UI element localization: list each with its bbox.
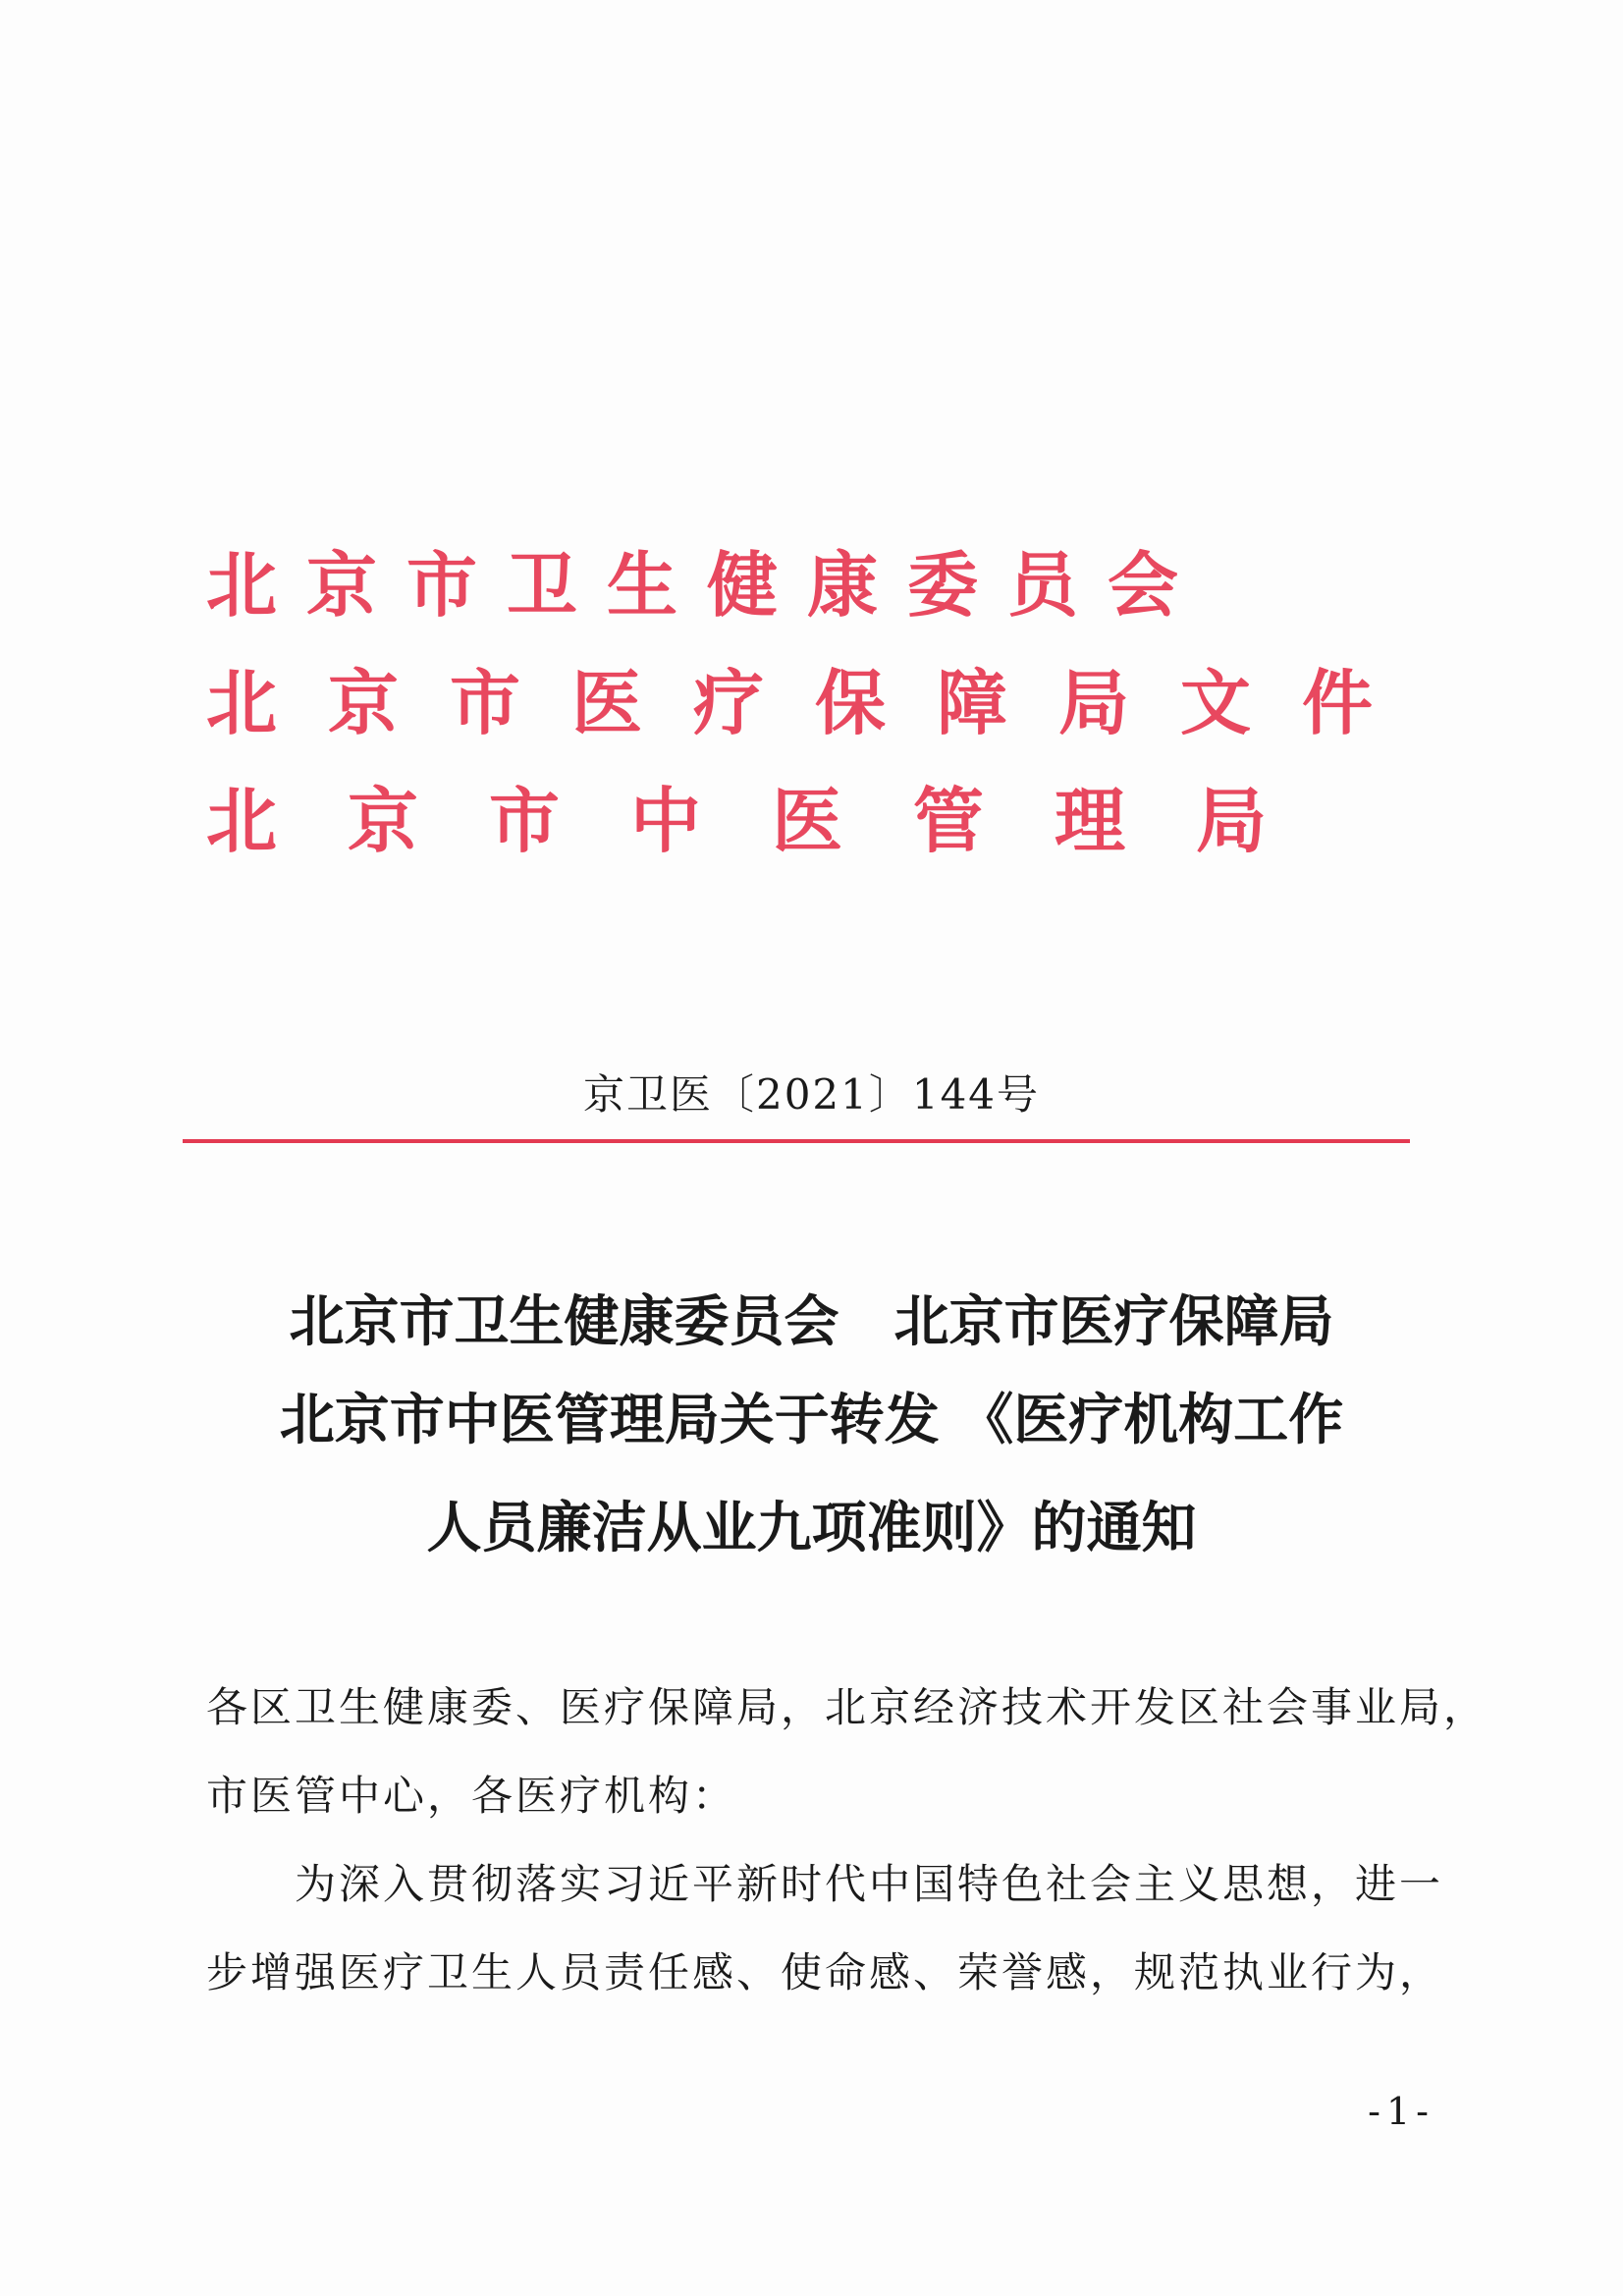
recipients-line-1: 各区卫生健康委、医疗保障局，北京经济技术开发区社会事业局， xyxy=(206,1683,1488,1731)
document-title-line-3: 人员廉洁从业九项准则》的通知 xyxy=(426,1496,1197,1560)
red-divider-rule xyxy=(183,1139,1410,1143)
issuer-header-line-2: 北京市医疗保障局文件 xyxy=(206,661,1425,744)
issuer-header-line-3: 北京市中医管理局 xyxy=(206,779,1338,862)
body-paragraph-line-1: 为深入贯彻落实习近平新时代中国特色社会主义思想，进一 xyxy=(295,1860,1444,1908)
document-title-line-1: 北京市卫生健康委员会 北京市医疗保障局 xyxy=(289,1289,1334,1354)
show-through-text xyxy=(177,285,1414,333)
issuer-header-line-1: 北京市卫生健康委员会 xyxy=(206,543,1209,627)
document-number: 京卫医〔2021〕144号 xyxy=(582,1070,1041,1119)
recipients-line-2: 市医管中心，各医疗机构： xyxy=(206,1772,737,1820)
document-title-line-2: 北京市中医管理局关于转发 《医疗机构工作 xyxy=(279,1388,1344,1452)
page-number: -1- xyxy=(1368,2090,1434,2133)
body-paragraph-line-2: 步增强医疗卫生人员责任感、使命感、荣誉感，规范执业行为， xyxy=(206,1948,1444,1996)
